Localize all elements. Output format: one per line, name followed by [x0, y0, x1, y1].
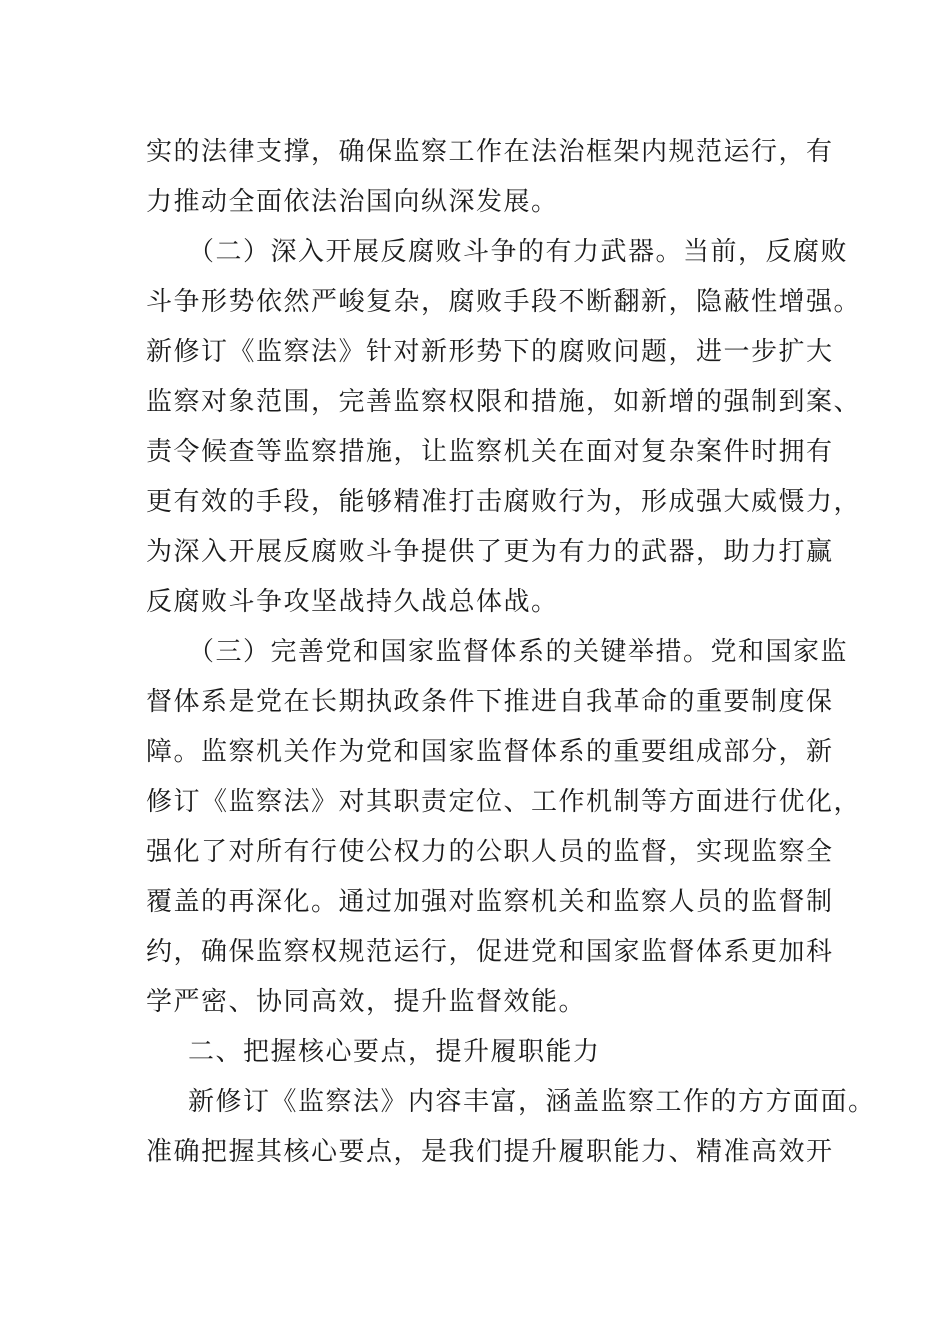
- text-line: 力推动全面依法治国向纵深发展。: [146, 187, 559, 217]
- text-line: 实的法律支撑，确保监察工作在法治框架内规范运行，有: [146, 137, 834, 167]
- text-line: 督体系是党在长期执政条件下推进自我革命的重要制度保: [146, 687, 834, 717]
- text-line: 新修订《监察法》针对新形势下的腐败问题，进一步扩大: [146, 337, 834, 367]
- text-line: 新修订《监察法》内容丰富，涵盖监察工作的方方面面。: [188, 1087, 876, 1117]
- text-line: 责令候查等监察措施，让监察机关在面对复杂案件时拥有: [146, 437, 834, 467]
- text-line: 强化了对所有行使公权力的公职人员的监督，实现监察全: [146, 837, 834, 867]
- text-line: 监察对象范围，完善监察权限和措施，如新增的强制到案、: [146, 387, 862, 417]
- text-line: 更有效的手段，能够精准打击腐败行为，形成强大威慑力，: [146, 487, 862, 517]
- text-line: 约，确保监察权规范运行，促进党和国家监督体系更加科: [146, 937, 834, 967]
- text-line: 斗争形势依然严峻复杂，腐败手段不断翻新，隐蔽性增强。: [146, 287, 862, 317]
- section-heading-2: （二）深入开展反腐败斗争的有力武器。当前，反腐败: [188, 237, 849, 267]
- text-line: 反腐败斗争攻坚战持久战总体战。: [146, 587, 559, 617]
- text-line: 障。监察机关作为党和国家监督体系的重要组成部分，新: [146, 737, 834, 767]
- text-line: 学严密、协同高效，提升监督效能。: [146, 987, 587, 1017]
- text-line: 准确把握其核心要点，是我们提升履职能力、精准高效开: [146, 1137, 834, 1167]
- section-heading-3: （三）完善党和国家监督体系的关键举措。党和国家监: [188, 637, 849, 667]
- text-line: 覆盖的再深化。通过加强对监察机关和监察人员的监督制: [146, 887, 834, 917]
- chapter-heading: 二、把握核心要点，提升履职能力: [188, 1037, 601, 1067]
- text-line: 为深入开展反腐败斗争提供了更为有力的武器，助力打赢: [146, 537, 834, 567]
- text-line: 修订《监察法》对其职责定位、工作机制等方面进行优化，: [146, 787, 862, 817]
